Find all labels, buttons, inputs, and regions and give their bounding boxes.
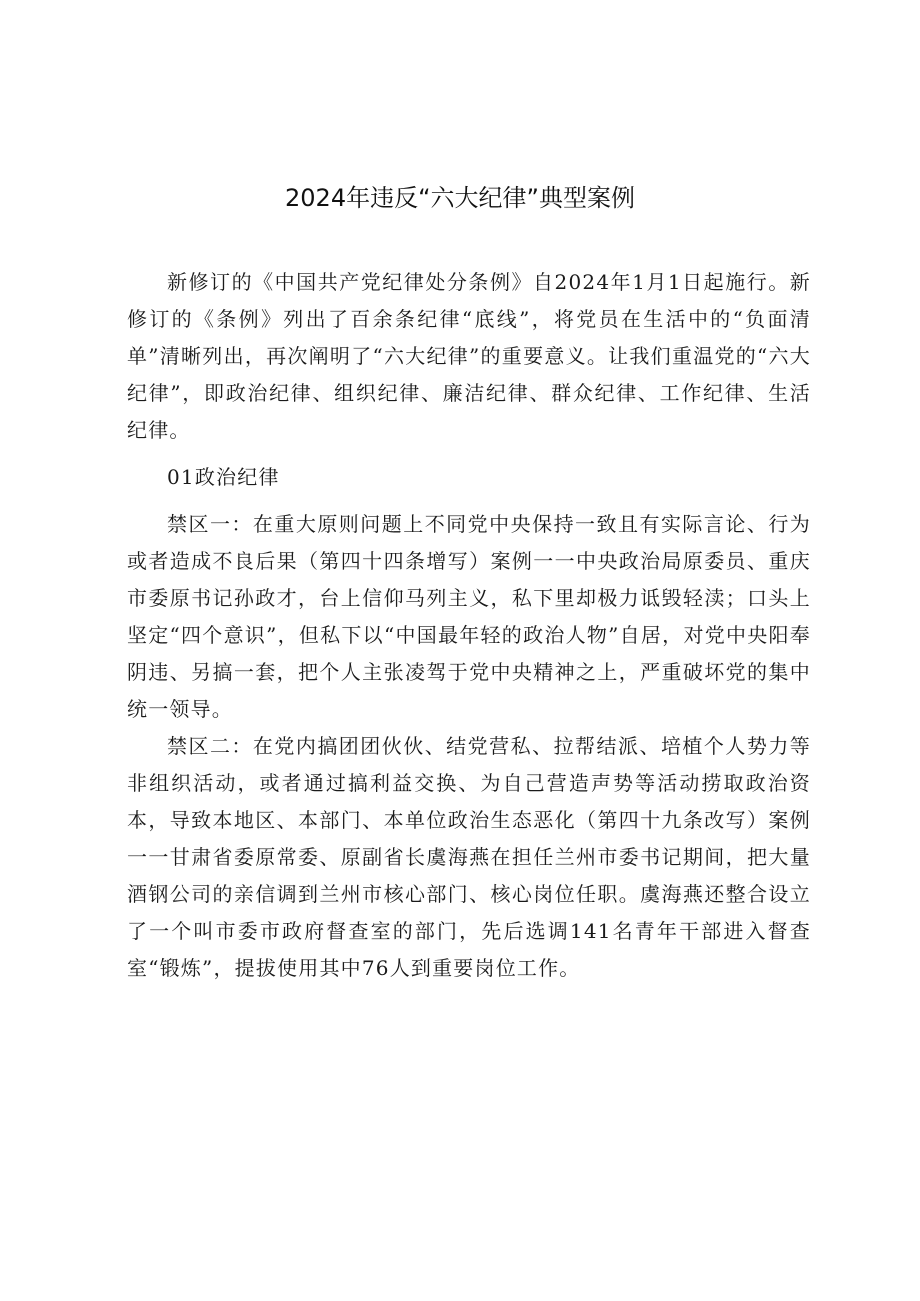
forbidden-zone-1-paragraph: 禁区一：在重大原则问题上不同党中央保持一致且有实际言论、行为或者造成不良后果（第四十四条增写）案例一一中央政治局原委员、重庆市委原书记孙政才，台上信仰马列主义，私下里却极力诋毁轻渎；口头上坚定“四个意识”，但私下以“中国最年轻的政治人物”自居，对党中央阳奉阴违、另搞一套，把个人主张凌驾于党中央精神之上，严重破坏党的集中统一领导。 <box>127 512 811 721</box>
document-body <box>127 264 811 987</box>
intro-paragraph: 新修订的《中国共产党纪律处分条例》自2024年1月1日起施行。新修订的《条例》列出了百余条纪律“底线”，将党员在生活中的“负面清单”清晰列出，再次阐明了“六大纪律”的重要意义。让我们重温党的“六大纪律”，即政治纪律、组织纪律、廉洁纪律、群众纪律、工作纪律、生活纪律。 <box>127 270 811 442</box>
forbidden-zone-2-paragraph: 禁区二：在党内搞团团伙伙、结党营私、拉帮结派、培植个人势力等非组织活动，或者通过搞利益交换、为自己营造声势等活动捞取政治资本，导致本地区、本部门、本单位政治生态恶化（第四十九条改写）案例一一甘肃省委原常委、原副省长虞海燕在担任兰州市委书记期间，把大量酒钢公司的亲信调到兰州市核心部门、核心岗位任职。虞海燕还整合设立了一个叫市委市政府督查室的部门，先后选调141名青年干部进入督查室“锻炼”，提拔使用其中76人到重要岗位工作。 <box>127 734 811 980</box>
section-heading-political-discipline: 01政治纪律 <box>167 465 280 489</box>
document-title: 2024年违反“六大纪律”典型案例 <box>285 184 635 212</box>
